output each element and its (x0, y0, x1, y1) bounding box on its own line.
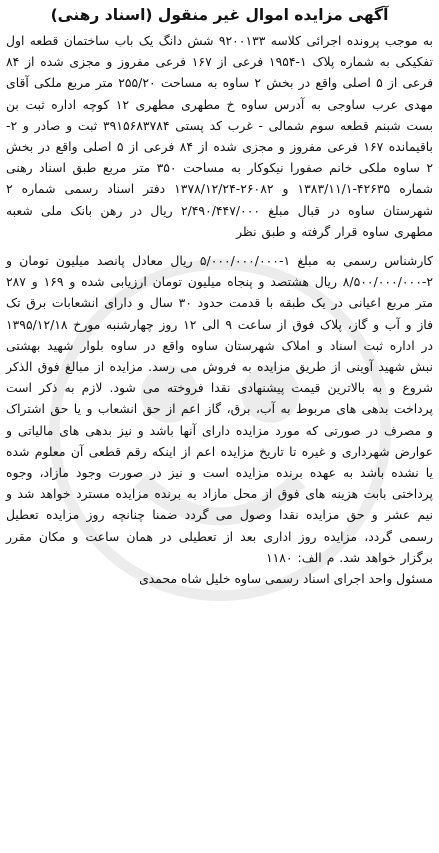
paragraph-gap (6, 242, 433, 250)
notice-paragraph-property: به موجب پرونده اجرائی کلاسه ۹۲۰۰۱۳۳ شش دانگ یک باب ساختمان قطعه اول تفکیکی به شماره پلاک ۱-۱۹۵۴ فرعی از ۱۶۷ فرعی مفروز و مجزی شده از ۸۴ فرعی از ۵ اصلی واقع در بخش ۲ ساوه به مساحت ۲۵۵/۲۰ متر مربع ملکی آقای مهدی عرب ساوجی به آدرس ساوه خ مطهری مطهری ۱۲ کوچه اداره ثبت بن بست شبنم قطعه سوم شمالی - غرب کد پستی ۳۹۱۵۶۸۳۷۸۴ ثبت و صادر و ۲- باقیمانده ۱۶۷ فرعی مفروز و مجزی شده از ۸۴ فرعی از ۵ اصلی واقع در بخش ۲ ساوه ملکی خانم صفورا نیکوکار به مساحت ۳۵۰ متر مربع طبق اسناد رهنی شماره ۴۲۶۳۵-۱۳۸۳/۱۱/۱ و ۲۶۰۸۲-۱۳۷۸/۱۲/۲۴ دفتر اسناد رسمی شماره ۲ شهرستان ساوه در قبال مبلغ ۲/۴۹۰/۴۴۷/۰۰۰ ریال در رهن بانک ملی شعبه مطهری ساوه قرار گرفته و طبق نظر (6, 33, 434, 239)
notice-signature: مسئول واحد اجرای اسناد رسمی ساوه خلیل شاه محمدی (139, 571, 433, 587)
notice-title: آگهی مزایده اموال غیر منقول (اسناد رهنی) (50, 6, 389, 24)
notice-paragraph-auction-terms: کارشناس رسمی به مبلغ ۱-۵/۰۰۰/۰۰۰/۰۰۰ ریال معادل پانصد میلیون تومان و ۲-۸/۵۰۰/۰۰۰/۰۰۰ ریال هشتصد و پنجاه میلیون تومان ارزیابی شده و ۱۶۹ و ۲۸۷ متر مربع اعیانی در یک طبقه با قدمت حدود ۳۰ سال و دارای انشعابات برق تک فاز و آب و گاز، پلاک فوق از ساعت ۹ الی ۱۲ روز چهارشنبه مورخ ۱۳۹۵/۱۲/۱۸ در اداره ثبت اسناد و املاک شهرستان ساوه واقع در ساوه بلوار شهید بهشتی نبش شهید آوینی از طریق مزایده به فروش می رسد. مزایده از مبالغ فوق الذکر شروع و به بالاترین قیمت پیشنهادی نقدا فروخته می شود. لازم به ذکر است پرداخت بدهی های مربوط به آب، برق، گاز اعم از حق انشعاب و یا حق اشتراک و مصرف در صورتی که مورد مزایده دارای آنها باشد و نیز بدهی های مالیاتی و عوارض شهرداری و غیره تا تاریخ مزایده اعم از اینکه رقم قطعی آن معلوم شده یا نشده باشد به عهده برنده مزایده است و نیز در صورت وجود مازاد، وجوه پرداختی بابت هزینه های فوق از محل مازاد به برنده مزایده مسترد خواهد شد و نیم عشر و حق مزایده نقدا وصول می گردد ضمنا چنانچه روز مزایده تعطیل رسمی گردد، مزایده روز اداری بعد از تعطیلی در همان ساعت و مکان مقرر برگزار خواهد شد. م الف: ۱۱۸۰ (6, 253, 433, 565)
